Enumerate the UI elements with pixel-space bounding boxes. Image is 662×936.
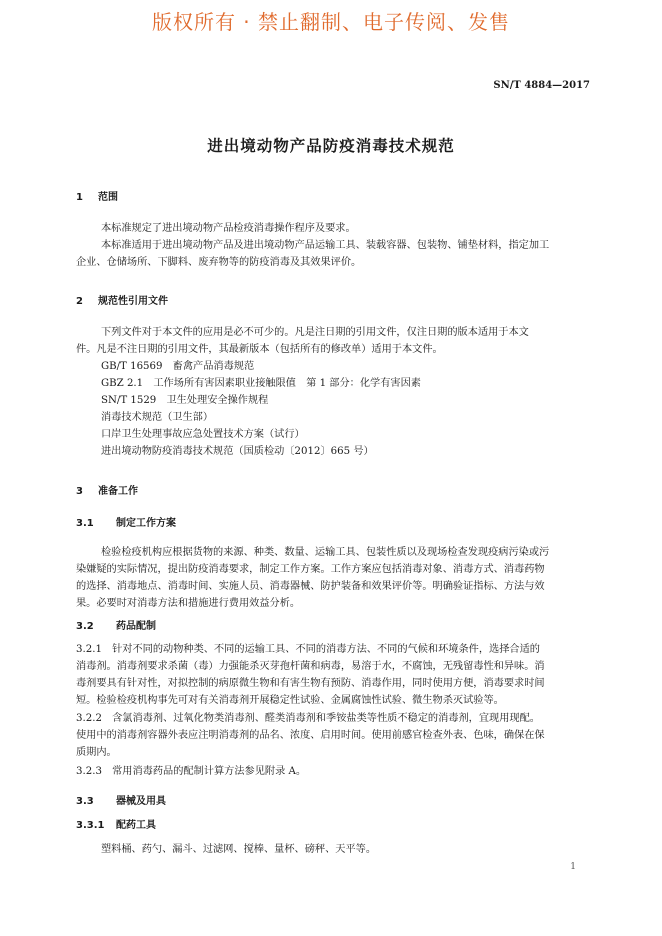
reference-item: 消毒技术规范（卫生部） — [101, 412, 214, 423]
paragraph: 3.2.2 含氯消毒剂、过氧化物类消毒剂、醛类消毒剂和季铵盐类等性质不稳定的消毒剂，宜现用现配。 — [76, 713, 540, 724]
paragraph: 本标准适用于进出境动物产品及进出境动物产品运输工具、装载容器、包装物、铺垫材料，指定加工 — [101, 240, 550, 251]
paragraph: 果。必要时对消毒方法和措施进行费用效益分析。 — [76, 598, 301, 609]
section-number: 3 — [76, 486, 83, 497]
section-3-3-1-heading — [76, 816, 156, 831]
section-number: 2 — [76, 296, 83, 307]
section-title: 药品配制 — [116, 621, 156, 632]
section-number: 3.2 — [76, 621, 94, 632]
copyright-banner: 版权所有 · 禁止翻制、电子传阅、发售 — [151, 10, 511, 34]
paragraph: 本标准规定了进出境动物产品检疫消毒操作程序及要求。 — [101, 223, 356, 234]
section-2-heading — [76, 292, 168, 307]
section-number: 3.3 — [76, 796, 94, 807]
section-title: 准备工作 — [98, 486, 138, 497]
paragraph: 3.2.1 针对不同的动物种类、不同的运输工具、不同的消毒方法、不同的气候和环境条件，选择合适的 — [76, 644, 540, 655]
section-3-1-heading — [76, 514, 176, 529]
paragraph: 3.2.3 常用消毒药品的配制计算方法参见附录 A。 — [76, 766, 307, 777]
section-title: 器械及用具 — [116, 796, 166, 807]
section-number: 3.3.1 — [76, 820, 105, 831]
paragraph: 毒剂要具有针对性，对拟控制的病原微生物和有害生物有预防、消毒作用，同时使用方便，消毒要求时间 — [76, 678, 545, 689]
reference-item: 进出境动物防疫消毒技术规范（国质检动〔2012〕665 号） — [101, 446, 374, 457]
reference-item: GB/T 16569 畜禽产品消毒规范 — [101, 361, 255, 372]
section-title: 制定工作方案 — [116, 518, 176, 529]
section-title: 配药工具 — [116, 820, 156, 831]
section-title: 范围 — [98, 192, 118, 203]
paragraph: 消毒剂。消毒剂要求杀菌（毒）力强能杀灭芽孢杆菌和病毒，易溶于水，不腐蚀，无残留毒性和异味。消 — [76, 661, 545, 672]
section-title: 规范性引用文件 — [98, 296, 168, 307]
section-3-2-heading — [76, 617, 156, 632]
document-title: 进出境动物产品防疫消毒技术规范 — [207, 137, 455, 155]
reference-item: SN/T 1529 卫生处理安全操作规程 — [101, 395, 269, 406]
paragraph: 塑料桶、药勺、漏斗、过滤网、搅棒、量杯、磅秤、天平等。 — [101, 844, 377, 855]
reference-item: 口岸卫生处理事故应急处置技术方案（试行） — [101, 429, 305, 440]
paragraph: 染嫌疑的实际情况，提出防疫消毒要求，制定工作方案。工作方案应包括消毒对象、消毒方式、消毒药物 — [76, 564, 545, 575]
section-3-3-heading — [76, 792, 166, 807]
paragraph: 下列文件对于本文件的应用是必不可少的。凡是注日期的引用文件，仅注日期的版本适用于本文 — [101, 327, 529, 338]
paragraph: 检验检疫机构应根据货物的来源、种类、数量、运输工具、包装性质以及现场检查发现疫病污染或污 — [101, 547, 550, 558]
standard-number: SN/T 4884—2017 — [493, 80, 590, 91]
paragraph: 使用中的消毒剂容器外表应注明消毒剂的品名、浓度、启用时间。使用前感官检查外表、色味，确保在保 — [76, 730, 545, 741]
section-number: 1 — [76, 192, 83, 203]
reference-item: GBZ 2.1 工作场所有害因素职业接触限值 第 1 部分：化学有害因素 — [101, 378, 421, 389]
paragraph: 件。凡是不注日期的引用文件，其最新版本（包括所有的修改单）适用于本文件。 — [76, 344, 443, 355]
paragraph: 的选择、消毒地点、消毒时间、实施人员、消毒器械、防护装备和效果评价等。明确验证指标、方法与效 — [76, 581, 545, 592]
section-number: 3.1 — [76, 518, 94, 529]
section-3-heading — [76, 482, 138, 497]
section-1-heading — [76, 188, 118, 203]
paragraph: 短。检验检疫机构事先可对有关消毒剂开展稳定性试验、金属腐蚀性试验、微生物杀灭试验等。 — [76, 695, 504, 706]
paragraph: 企业、仓储场所、下脚料、废弃物等的防疫消毒及其效果评价。 — [76, 257, 362, 268]
paragraph: 质期内。 — [76, 747, 117, 758]
page-number: 1 — [570, 862, 576, 872]
